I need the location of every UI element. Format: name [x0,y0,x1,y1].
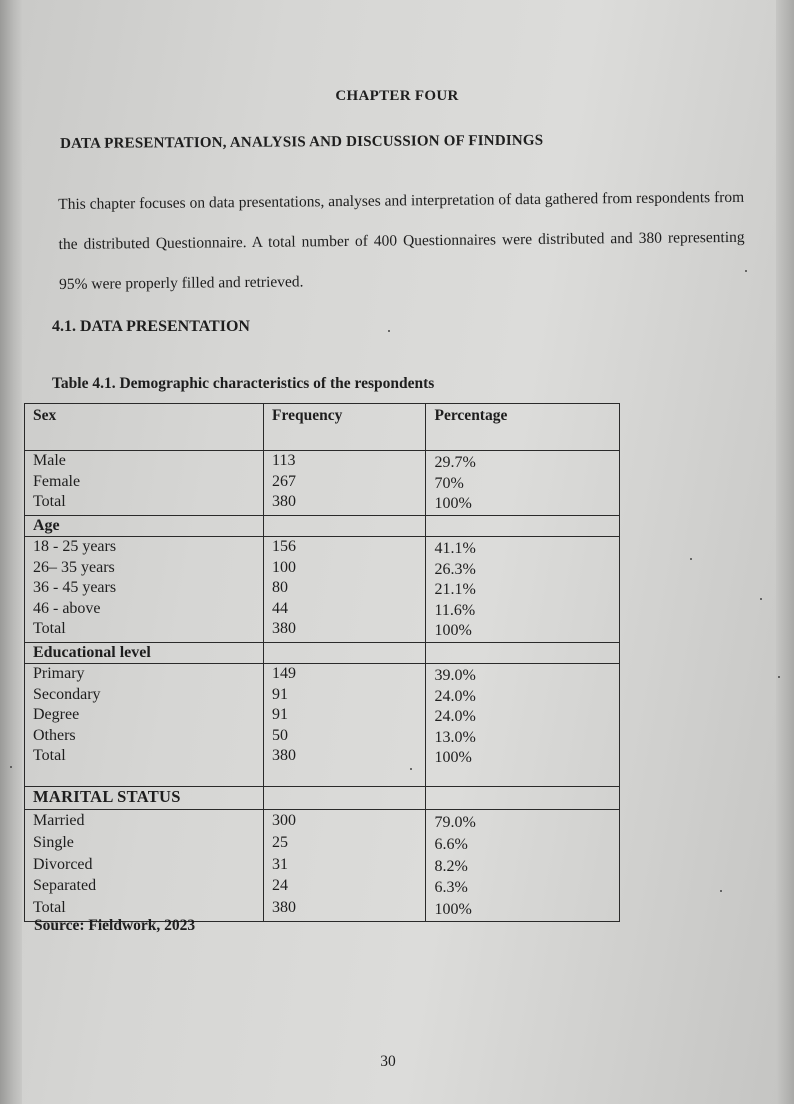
row-label: Married [33,812,85,829]
row-label: 18 - 25 years [33,538,117,555]
percentage-value: 21.1% [434,581,476,598]
percentage-value: 79.0% [434,814,476,831]
frequency-value: 149 [272,665,297,682]
scan-speck [778,676,780,678]
frequency-value: 156 [272,538,297,555]
header-cell-percentage: Percentage [426,404,620,451]
frequency-value: 91 [272,685,289,703]
row-label: Single [33,833,74,851]
group-header-row [25,787,620,810]
row-label: Separated [33,877,97,895]
row-label: Total [33,899,66,917]
percentage-value: 100% [434,495,472,512]
marital-labels-cell [25,810,264,922]
demographics-table [24,403,620,922]
group-header-row [25,642,620,664]
row-label: Secondary [33,685,101,703]
percentage-value: 41.1% [434,540,476,557]
frequency-value: 380 [272,620,297,637]
percentage-value: 24.0% [434,708,476,725]
row-label: Degree [33,706,80,723]
row-label: Female [33,472,81,490]
marital-group-title: MARITAL STATUS [25,787,264,810]
scan-speck [410,768,412,770]
row-label: Primary [33,665,85,682]
age-labels-cell [25,537,264,643]
age-group-title: Age [25,515,264,537]
row-label: Total [33,493,66,510]
percentage-value: 11.6% [434,601,476,619]
frequency-value: 91 [272,706,289,723]
frequency-value: 300 [272,812,297,829]
scan-speck [720,890,722,892]
frequency-value: 31 [272,855,289,873]
sex-labels-cell [25,451,264,516]
row-label: Total [33,620,66,637]
frequency-value: 380 [272,899,297,917]
table-header-row [25,404,620,451]
percentage-value: 6.3% [434,879,468,897]
group-header-row [25,515,620,537]
table-row [25,537,620,643]
row-label: Male [33,452,66,469]
frequency-value: 380 [272,493,297,510]
sex-frequency-cell [264,451,426,516]
frequency-value: 24 [272,877,289,895]
marital-frequency-cell [264,810,426,922]
frequency-value: 113 [272,452,296,469]
section-heading: DATA PRESENTATION, ANALYSIS AND DISCUSSION OF FINDINGS [60,132,544,152]
row-label: 36 - 45 years [33,579,117,596]
header-cell-sex: Sex [25,404,264,451]
frequency-value: 44 [272,599,289,617]
data-presentation-heading: 4.1. DATA PRESENTATION [52,318,250,335]
frequency-value: 25 [272,833,289,851]
frequency-value: 50 [272,726,289,744]
education-group-title: Educational level [25,642,264,664]
percentage-value: 70% [434,474,464,492]
table-row [25,810,620,922]
age-frequency-cell [264,537,426,643]
education-percentage-cell [426,664,620,787]
scan-speck [388,330,390,332]
table-caption: Table 4.1. Demographic characteristics of the respondents [52,375,435,392]
percentage-value: 8.2% [434,857,468,875]
chapter-title: CHAPTER FOUR [335,88,459,104]
frequency-value: 80 [272,579,289,596]
table-row [25,664,620,787]
percentage-value: 6.6% [434,835,468,853]
sex-percentage-cell [426,451,620,516]
header-cell-frequency: Frequency [264,404,426,451]
table-row [25,451,620,516]
percentage-value: 13.0% [434,728,476,746]
marital-percentage-cell [426,810,620,922]
intro-paragraph: This chapter focuses on data presentations, analyses and interpretation of data gathered from respondents from the distributed Questionnaire. A total number of 400 Questionnaires were distributed and 380 representing 95% were properly filled and retrieved. [58,188,745,293]
row-label: Others [33,726,76,744]
scan-speck [690,558,692,560]
source-note: Source: Fieldwork, 2023 [34,917,196,934]
age-percentage-cell [426,537,620,643]
percentage-value: 29.7% [434,454,476,471]
scan-speck [760,598,762,600]
education-frequency-cell [264,664,426,787]
percentage-value: 24.0% [434,687,476,705]
row-label: 46 - above [33,599,101,617]
percentage-value: 26.3% [434,560,476,578]
row-label: Total [33,747,66,764]
percentage-value: 39.0% [434,667,476,684]
frequency-value: 380 [272,747,297,764]
frequency-value: 100 [272,558,297,576]
scan-speck [745,270,747,272]
education-labels-cell [25,664,264,787]
row-label: Divorced [33,855,93,873]
scan-speck [10,766,12,768]
page-number: 30 [380,1053,396,1070]
percentage-value: 100% [434,622,472,639]
row-label: 26– 35 years [33,558,115,576]
frequency-value: 267 [272,472,297,490]
percentage-value: 100% [434,901,472,919]
percentage-value: 100% [434,749,472,766]
